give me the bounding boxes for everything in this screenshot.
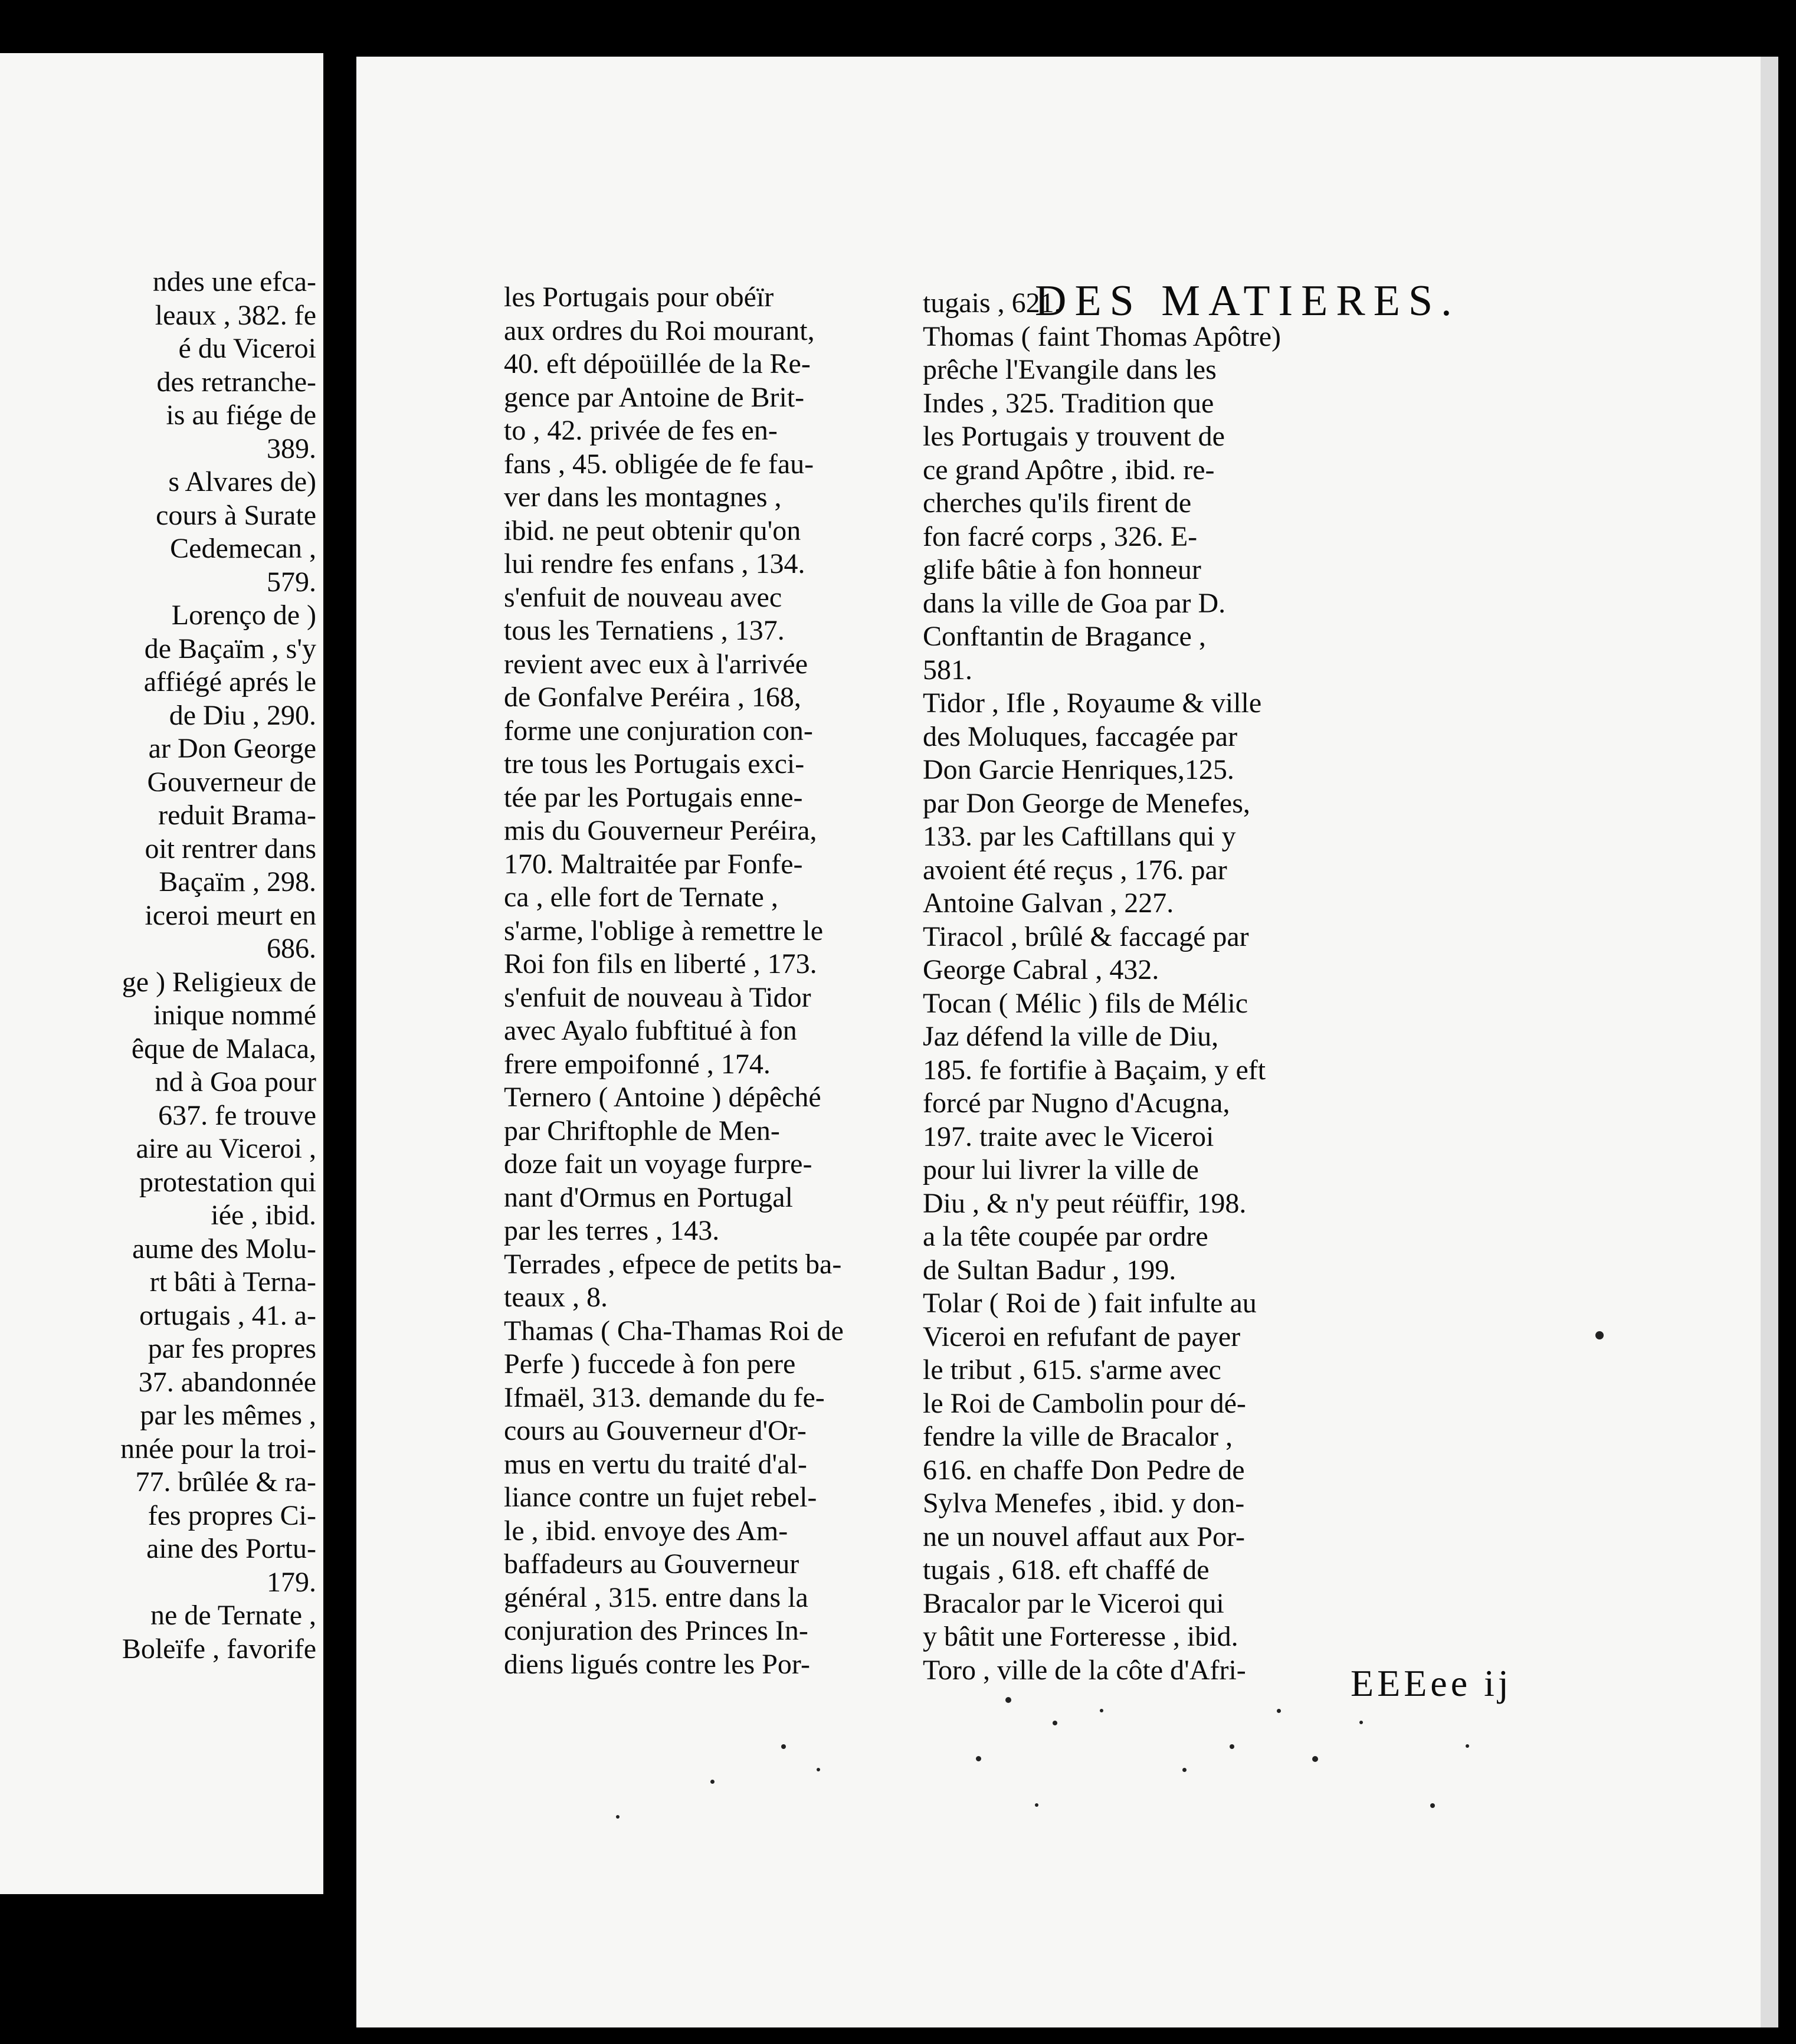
index-line: prêche l'Evangile dans les <box>923 354 1217 385</box>
left-page-line: par fes propres <box>148 1333 316 1364</box>
index-line: avec Ayalo fubftitué à fon <box>504 1015 797 1046</box>
index-line: 40. eft dépoüillée de la Re- <box>504 348 811 379</box>
index-line: teaux , 8. <box>504 1282 608 1313</box>
index-line: Thomas ( faint Thomas Apôtre) <box>923 320 1281 352</box>
index-line: par les terres , 143. <box>504 1215 720 1246</box>
left-page-line: Gouverneur de <box>147 766 316 798</box>
index-line: mis du Gouverneur Peréira, <box>504 815 817 846</box>
ink-speck <box>781 1744 786 1749</box>
index-line: aux ordres du Roi mourant, <box>504 315 815 346</box>
left-page-line: nd à Goa pour <box>155 1066 316 1098</box>
index-line: le Roi de Cambolin pour dé- <box>923 1387 1246 1419</box>
left-page-line: Cedemecan , <box>170 533 316 564</box>
left-page-line: ge ) Religieux de <box>122 966 316 998</box>
index-line: fans , 45. obligée de fe fau- <box>504 448 814 480</box>
index-line: conjuration des Princes In- <box>504 1615 808 1646</box>
index-line: des Moluques, faccagée par <box>923 720 1238 752</box>
left-page-line: 637. fe trouve <box>158 1099 316 1131</box>
left-page-line: 179. <box>267 1566 316 1598</box>
index-line: 197. traite avec le Viceroi <box>923 1121 1214 1152</box>
left-page-line: s Alvares de) <box>168 466 316 497</box>
left-page-line: ndes une efca- <box>152 266 316 297</box>
left-page-line: oit rentrer dans <box>145 833 316 864</box>
index-line: liance contre un fujet rebel- <box>504 1482 817 1513</box>
index-line: 185. fe fortifie à Baçaim, y eft <box>923 1054 1266 1086</box>
page-header-title: DES MATIERES. <box>1035 277 1460 325</box>
index-line: Tocan ( Mélic ) fils de Mélic <box>923 987 1248 1019</box>
index-line: général , 315. entre dans la <box>504 1581 808 1613</box>
ink-speck <box>616 1815 620 1819</box>
left-page-line: reduit Brama- <box>158 800 316 831</box>
index-line: George Cabral , 432. <box>923 954 1159 985</box>
ink-speck <box>1100 1709 1103 1712</box>
index-line: Sylva Menefes , ibid. y don- <box>923 1488 1245 1519</box>
index-line: 581. <box>923 654 972 686</box>
index-line: Perfe ) fuccede à fon pere <box>504 1348 796 1380</box>
left-page-line: aine des Portu- <box>146 1533 316 1564</box>
index-line: Indes , 325. Tradition que <box>923 387 1214 419</box>
index-line: le tribut , 615. s'arme avec <box>923 1354 1221 1385</box>
left-page-line: êque de Malaca, <box>131 1033 316 1064</box>
index-line: le , ibid. envoye des Am- <box>504 1515 788 1547</box>
ink-speck <box>1595 1331 1604 1339</box>
index-line: Viceroi en refufant de payer <box>923 1321 1241 1352</box>
left-page-line: protestation qui <box>139 1166 316 1198</box>
left-page-line: 77. brûlée & ra- <box>135 1466 316 1498</box>
index-line: cours au Gouverneur d'Or- <box>504 1415 807 1446</box>
left-page-line: ar Don George <box>148 733 316 764</box>
index-line: a la tête coupée par ordre <box>923 1221 1208 1252</box>
left-page-line: cours à Surate <box>156 499 316 531</box>
index-line: Toro , ville de la côte d'Afri- <box>923 1654 1246 1686</box>
index-line: les Portugais y trouvent de <box>923 421 1225 452</box>
index-line: Diu , & n'y peut réüffir, 198. <box>923 1187 1247 1219</box>
index-line: y bâtit une Forteresse , ibid. <box>923 1621 1238 1652</box>
index-line: Terrades , efpece de petits ba- <box>504 1248 842 1280</box>
index-line: Tidor , Ifle , Royaume & ville <box>923 687 1262 719</box>
index-line: s'arme, l'oblige à remettre le <box>504 915 824 946</box>
left-page-line: 579. <box>267 566 316 598</box>
left-page-line: de Diu , 290. <box>169 699 316 731</box>
index-line: baffadeurs au Gouverneur <box>504 1548 799 1580</box>
ink-speck <box>1359 1721 1363 1724</box>
index-line: Tolar ( Roi de ) fait infulte au <box>923 1288 1257 1319</box>
left-page-line: is au fiége de <box>166 399 316 431</box>
left-page-line: rt bâti à Terna- <box>149 1266 316 1298</box>
index-line: Ternero ( Antoine ) dépêché <box>504 1082 821 1113</box>
left-page-line: fes propres Ci- <box>148 1499 316 1531</box>
index-line: pour lui livrer la ville de <box>923 1154 1199 1185</box>
index-line: Ifmaël, 313. demande du fe- <box>504 1381 825 1413</box>
left-page-line: leaux , 382. fe <box>155 299 316 331</box>
index-line: Tiracol , brûlé & faccagé par <box>923 921 1249 952</box>
left-page-line: ortugais , 41. a- <box>139 1299 316 1331</box>
index-line: 133. par les Caftillans qui y <box>923 821 1236 852</box>
left-page-line: nnée pour la troi- <box>120 1433 316 1465</box>
left-page-line: iceroi meurt en <box>145 899 316 931</box>
index-line: ver dans les montagnes , <box>504 481 782 513</box>
right-page <box>356 57 1778 2027</box>
left-page-line: affiégé aprés le <box>143 666 316 697</box>
index-line: lui rendre fes enfans , 134. <box>504 548 805 579</box>
index-line: Thamas ( Cha-Thamas Roi de <box>504 1315 844 1347</box>
index-line: 616. en chaffe Don Pedre de <box>923 1454 1245 1486</box>
left-page-line: aume des Molu- <box>132 1233 316 1265</box>
index-line: gence par Antoine de Brit- <box>504 381 805 413</box>
index-line: ce grand Apôtre , ibid. re- <box>923 454 1215 486</box>
index-line: tre tous les Portugais exci- <box>504 748 805 779</box>
index-line: Roi fon fils en liberté , 173. <box>504 948 817 980</box>
index-line: Bracalor par le Viceroi qui <box>923 1587 1224 1619</box>
index-line: forcé par Nugno d'Acugna, <box>923 1087 1230 1119</box>
left-page-line: Boleïfe , favorife <box>122 1633 316 1665</box>
left-page-line: Lorenço de ) <box>171 600 316 631</box>
index-line: de Gonfalve Peréira , 168, <box>504 682 801 713</box>
index-line: dans la ville de Goa par D. <box>923 587 1226 619</box>
index-line: Jaz défend la ville de Diu, <box>923 1021 1219 1052</box>
ink-speck <box>1182 1768 1187 1772</box>
ink-speck <box>817 1768 820 1771</box>
left-page-line: iée , ibid. <box>211 1200 316 1231</box>
ink-speck <box>976 1756 981 1761</box>
left-page-line: Baçaïm , 298. <box>159 866 316 897</box>
left-page <box>0 53 323 1894</box>
ink-speck <box>1277 1709 1281 1713</box>
ink-speck <box>1053 1721 1057 1725</box>
index-line: tée par les Portugais enne- <box>504 781 803 813</box>
index-line: nant d'Ormus en Portugal <box>504 1181 793 1213</box>
ink-speck <box>710 1780 715 1784</box>
ink-speck <box>1035 1803 1038 1807</box>
left-page-line: 389. <box>267 433 316 464</box>
ink-speck <box>1005 1697 1011 1703</box>
left-page-line: é du Viceroi <box>178 333 316 364</box>
index-line: de Sultan Badur , 199. <box>923 1254 1176 1286</box>
index-line: mus en vertu du traité d'al- <box>504 1448 807 1480</box>
index-line: Don Garcie Henriques,125. <box>923 754 1234 785</box>
index-line: 170. Maltraitée par Fonfe- <box>504 848 803 880</box>
index-line: frere empoifonné , 174. <box>504 1048 771 1080</box>
index-line: avoient été reçus , 176. par <box>923 854 1227 886</box>
ink-speck <box>1230 1744 1234 1749</box>
ink-speck <box>1430 1803 1435 1808</box>
index-line: Conftantin de Bragance , <box>923 621 1206 652</box>
index-line: tous les Ternatiens , 137. <box>504 615 785 646</box>
index-line: ibid. ne peut obtenir qu'on <box>504 515 801 546</box>
index-line: ca , elle fort de Ternate , <box>504 882 778 913</box>
index-line: revient avec eux à l'arrivée <box>504 648 808 680</box>
left-page-line: des retranche- <box>156 366 316 398</box>
index-line: glife bâtie à fon honneur <box>923 554 1201 585</box>
index-line: s'enfuit de nouveau avec <box>504 581 782 613</box>
index-line: par Chriftophle de Men- <box>504 1115 780 1147</box>
index-line: diens ligués contre les Por- <box>504 1648 810 1680</box>
index-line: fendre la ville de Bracalor , <box>923 1421 1233 1452</box>
index-line: Antoine Galvan , 227. <box>923 887 1174 919</box>
index-line: doze fait un voyage furpre- <box>504 1148 812 1180</box>
left-page-line: ne de Ternate , <box>150 1600 316 1631</box>
index-line: cherches qu'ils firent de <box>923 487 1192 519</box>
index-line: par Don George de Menefes, <box>923 787 1250 819</box>
ink-speck <box>1312 1756 1318 1762</box>
index-line: forme une conjuration con- <box>504 715 813 746</box>
left-page-line: 686. <box>267 933 316 964</box>
index-line: les Portugais pour obéïr <box>504 281 774 313</box>
index-line: ne un nouvel affaut aux Por- <box>923 1521 1245 1552</box>
left-page-line: aire au Viceroi , <box>136 1133 316 1164</box>
index-line: fon facré corps , 326. E- <box>923 520 1198 552</box>
left-page-line: inique nommé <box>153 1000 316 1031</box>
index-line: s'enfuit de nouveau à Tidor <box>504 981 811 1013</box>
left-page-line: de Baçaïm , s'y <box>144 633 316 664</box>
signature-catchword: EEEee ij <box>1351 1662 1512 1704</box>
index-line: tugais , 621. <box>923 287 1061 319</box>
index-line: to , 42. privée de fes en- <box>504 415 778 446</box>
ink-speck <box>1466 1744 1469 1748</box>
left-page-line: 37. abandonnée <box>138 1366 316 1398</box>
index-line: tugais , 618. eft chaffé de <box>923 1554 1210 1586</box>
left-page-line: par les mêmes , <box>140 1400 316 1431</box>
